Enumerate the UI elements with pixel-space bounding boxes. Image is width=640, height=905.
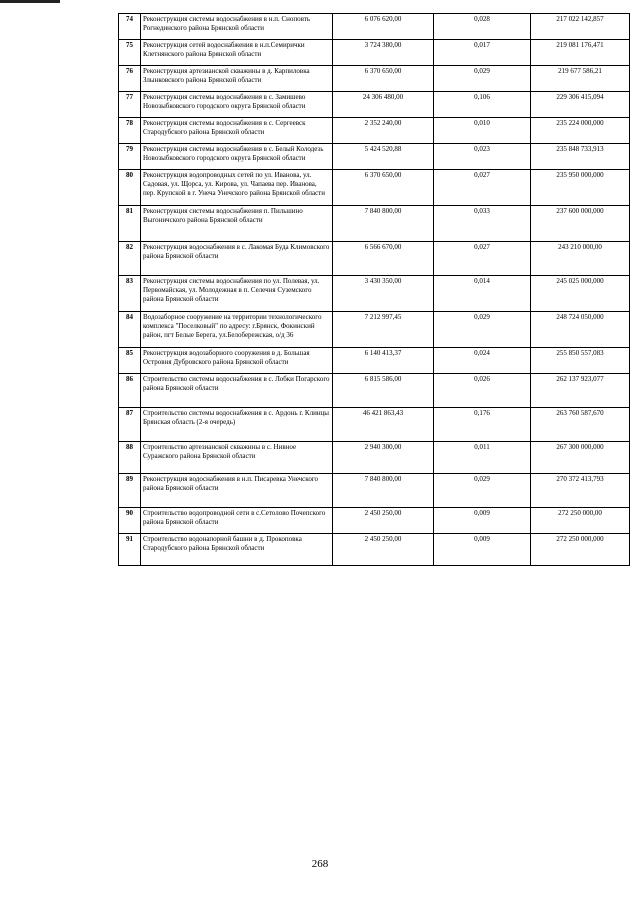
row-number: 89 [119, 474, 141, 508]
total-value: 235 848 733,913 [531, 144, 630, 170]
share-value: 0,014 [434, 276, 531, 312]
share-value: 0,009 [434, 508, 531, 534]
project-name: Реконструкция водозаборного сооружения в д. Большая Островня Дубровского района Брянской области [141, 348, 333, 374]
table-row [119, 66, 630, 92]
share-value: 0,023 [434, 144, 531, 170]
document-table [118, 13, 630, 566]
row-number: 78 [119, 118, 141, 144]
row-number: 91 [119, 534, 141, 566]
row-number: 82 [119, 242, 141, 276]
row-number: 85 [119, 348, 141, 374]
table-row [119, 144, 630, 170]
project-name: Реконструкция системы водоснабжения по ул. Полевая, ул. Первомайская, ул. Молодежная в п. Селечня Суземского района Брянской области [141, 276, 333, 312]
cost-value: 7 212 997,45 [333, 312, 434, 348]
table-row [119, 474, 630, 508]
table-row [119, 40, 630, 66]
cost-value: 24 306 480,00 [333, 92, 434, 118]
table-row [119, 170, 630, 206]
row-number: 76 [119, 66, 141, 92]
row-number: 86 [119, 374, 141, 408]
project-name: Реконструкция системы водоснабжения в н.п. Сноповть Рогнединского района Брянской области [141, 14, 333, 40]
table-row [119, 118, 630, 144]
row-number: 81 [119, 206, 141, 242]
project-name: Реконструкция водопроводных сетей по ул. Иванова, ул. Садовая, ул. Щорса, ул. Кирова, ул. Чапаева пер. Иванова, пер. Крупской в г. Унеча Унечского района Брянской области [141, 170, 333, 206]
cost-value: 6 140 413,37 [333, 348, 434, 374]
table-row [119, 374, 630, 408]
total-value: 270 372 413,793 [531, 474, 630, 508]
table-row [119, 92, 630, 118]
project-name: Реконструкция артезианской скважины в д. Карпиловка Злынковского района Брянской области [141, 66, 333, 92]
table-row [119, 534, 630, 566]
total-value: 219 081 176,471 [531, 40, 630, 66]
project-name: Строительство системы водоснабжения в с. Лобки Погарского района Брянской области [141, 374, 333, 408]
table-row [119, 276, 630, 312]
cost-value: 6 815 586,00 [333, 374, 434, 408]
table-row [119, 312, 630, 348]
row-number: 88 [119, 442, 141, 474]
project-name: Реконструкция системы водоснабжения п. Пильшино Выгоничского района Брянской области [141, 206, 333, 242]
project-name: Реконструкция водоснабжения в с. Лакомая Буда Климовского района Брянской области [141, 242, 333, 276]
project-name: Реконструкция системы водоснабжения в с. Белый Колодезь Новозыбковского городского округа Брянской области [141, 144, 333, 170]
project-name: Строительство системы водоснабжения в с. Ардонь г. Клинцы Брянская область (2-я очередь) [141, 408, 333, 442]
cost-value: 3 724 380,00 [333, 40, 434, 66]
table-row [119, 508, 630, 534]
total-value: 272 250 000,000 [531, 534, 630, 566]
total-value: 229 306 415,094 [531, 92, 630, 118]
row-number: 90 [119, 508, 141, 534]
row-number: 83 [119, 276, 141, 312]
cost-value: 7 840 800,00 [333, 206, 434, 242]
project-name: Реконструкция водоснабжения в н.п. Писаревка Унечского района Брянской области [141, 474, 333, 508]
share-value: 0,029 [434, 312, 531, 348]
share-value: 0,011 [434, 442, 531, 474]
cost-value: 2 352 240,00 [333, 118, 434, 144]
table-row [119, 206, 630, 242]
project-name: Реконструкция сетей водоснабжения в н.п.Семирички Клетнянского района Брянской области [141, 40, 333, 66]
share-value: 0,029 [434, 66, 531, 92]
share-value: 0,009 [434, 534, 531, 566]
cost-value: 2 450 250,00 [333, 534, 434, 566]
total-value: 217 022 142,857 [531, 14, 630, 40]
top-rule [0, 0, 60, 3]
row-number: 84 [119, 312, 141, 348]
share-value: 0,029 [434, 474, 531, 508]
table-row [119, 442, 630, 474]
total-value: 267 300 000,000 [531, 442, 630, 474]
share-value: 0,176 [434, 408, 531, 442]
cost-value: 6 566 670,00 [333, 242, 434, 276]
table-row [119, 14, 630, 40]
row-number: 87 [119, 408, 141, 442]
share-value: 0,017 [434, 40, 531, 66]
share-value: 0,028 [434, 14, 531, 40]
project-name: Строительство водонапорной башни в д. Прокоповка Стародубского района Брянской области [141, 534, 333, 566]
row-number: 79 [119, 144, 141, 170]
cost-value: 5 424 520,88 [333, 144, 434, 170]
share-value: 0,027 [434, 170, 531, 206]
project-name: Строительство водопроводной сети в с.Сетолово Почепского района Брянской области [141, 508, 333, 534]
total-value: 262 137 923,077 [531, 374, 630, 408]
total-value: 245 025 000,000 [531, 276, 630, 312]
total-value: 235 950 000,000 [531, 170, 630, 206]
page-number: 268 [311, 858, 329, 870]
total-value: 243 210 000,00 [531, 242, 630, 276]
total-value: 272 250 000,00 [531, 508, 630, 534]
share-value: 0,010 [434, 118, 531, 144]
row-number: 77 [119, 92, 141, 118]
total-value: 255 850 557,083 [531, 348, 630, 374]
table-body [119, 14, 630, 566]
table-row [119, 348, 630, 374]
cost-value: 2 940 300,00 [333, 442, 434, 474]
share-value: 0,024 [434, 348, 531, 374]
cost-value: 6 370 650,00 [333, 66, 434, 92]
share-value: 0,033 [434, 206, 531, 242]
total-value: 235 224 000,000 [531, 118, 630, 144]
cost-value: 6 370 650,00 [333, 170, 434, 206]
total-value: 248 724 050,000 [531, 312, 630, 348]
cost-value: 2 450 250,00 [333, 508, 434, 534]
project-name: Водозаборное сооружение на территории технологического комплекса "Поселковый" по адресу: г.Брянск, Фокинский район, пгт Белые Берега, ул.Белобережская, о/д 36 [141, 312, 333, 348]
total-value: 237 600 000,000 [531, 206, 630, 242]
cost-value: 3 430 350,00 [333, 276, 434, 312]
row-number: 75 [119, 40, 141, 66]
share-value: 0,026 [434, 374, 531, 408]
cost-value: 7 840 800,00 [333, 474, 434, 508]
project-name: Строительство артезианской скважины в с. Нивное Суражского района Брянской области [141, 442, 333, 474]
total-value: 263 760 587,670 [531, 408, 630, 442]
cost-value: 6 076 620,00 [333, 14, 434, 40]
project-name: Реконструкция системы водоснабжения в с. Сергеевск Стародубского района Брянской области [141, 118, 333, 144]
row-number: 80 [119, 170, 141, 206]
cost-value: 46 421 863,43 [333, 408, 434, 442]
table-row [119, 242, 630, 276]
share-value: 0,106 [434, 92, 531, 118]
share-value: 0,027 [434, 242, 531, 276]
total-value: 219 677 586,21 [531, 66, 630, 92]
row-number: 74 [119, 14, 141, 40]
table-row [119, 408, 630, 442]
project-name: Реконструкция системы водоснабжения в с. Замишево Новозыбковского городского округа Брянской области [141, 92, 333, 118]
